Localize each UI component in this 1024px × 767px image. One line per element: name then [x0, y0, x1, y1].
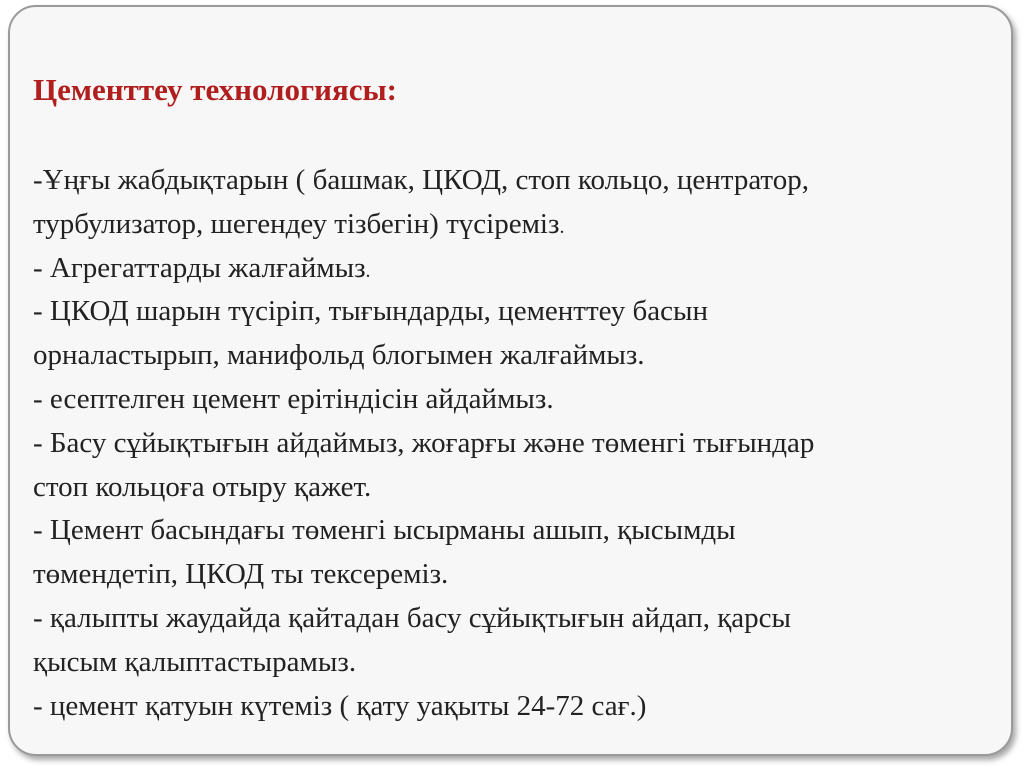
body-line: -Ұңғы жабдықтарын ( башмак, ЦКОД, стоп кольцо, центратор,: [33, 164, 809, 196]
body-line: стоп кольцоға отыру қажет.: [33, 470, 372, 503]
body-line: - Басу сұйықтығын айдаймыз, жоғарғы және төменгі тығындар: [33, 426, 815, 459]
body-line: турбулизатор, шегендеу тізбегін) түсіреміз.: [33, 207, 565, 240]
body-line: - есептелген цемент ерітіндісін айдаймыз.: [33, 382, 554, 415]
body-line: төмендетіп, ЦКОД ты тексереміз.: [33, 558, 449, 591]
slide-title: Цементтеу технологиясы:: [33, 72, 398, 107]
slide-body: [33, 160, 993, 729]
body-line: қысым қалыптастырамыз.: [33, 645, 357, 678]
body-line: - ЦКОД шарын түсіріп, тығындарды, цементтеу басын: [33, 295, 709, 328]
body-line: - Цемент басындағы төменгі ысырманы ашып, қысымды: [33, 514, 736, 547]
body-line: орналастырып, манифольд блогымен жалғаймыз.: [33, 339, 645, 372]
body-line: - Агрегаттарды жалғаймыз.: [33, 251, 371, 284]
body-line: - қалыпты жаудайда қайтадан басу сұйықтығын айдап, қарсы: [33, 601, 792, 634]
body-line: - цемент қатуын күтеміз ( қату уақыты 24-72 сағ.): [33, 689, 647, 722]
